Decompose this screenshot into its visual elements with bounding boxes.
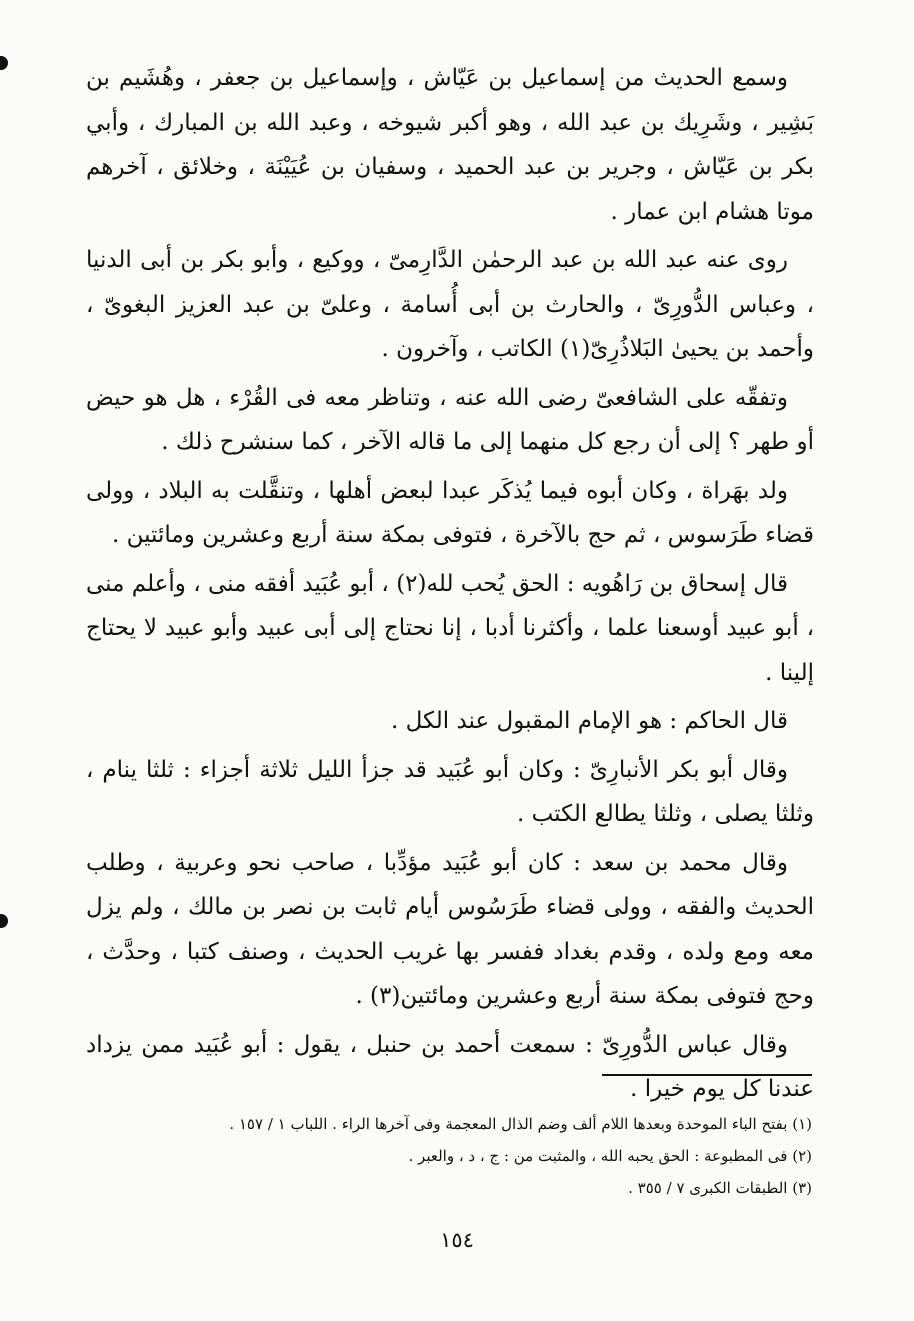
paragraph: وقال عباس الدُّورِىّ : سمعت أحمد بن حنبل ، يقول : أبو عُبَيد ممن يزداد عندنا كل يوم خيرا . — [86, 1031, 814, 1102]
footnote: (٣) الطبقات الكبرى ٧ / ٣٥٥ . — [628, 1179, 812, 1197]
paragraph: قال إسحاق بن رَاهُويه : الحق يُحب لله(٢) ، أبو عُبَيد أفقه منى ، وأعلم منى ، أبو عبيد أوسعنا علما ، وأكثرنا أدبا ، إنا نحتاج إلى أبى عبيد وأبو عبيد لا يحتاج إلينا . — [86, 570, 814, 686]
binding-mark — [0, 56, 8, 70]
footnote: (٢) فى المطبوعة : الحق يحبه الله ، والمثبت من : ج ، د ، والعبر . — [408, 1147, 812, 1165]
paragraph: وسمع الحديث من إسماعيل بن عَيّاش ، وإسماعيل بن جعفر ، وهُشَيم بن بَشِير ، وشَرِيك بن عبد الله ، وهو أكبر شيوخه ، وعبد الله بن المبارك ، وأبي بكر بن عَيّاش ، وجرير بن عبد الحميد ، وسفيان بن عُيَيْنَة ، وخلائق ، آخرهم موتا هشام ابن عمار . — [86, 65, 814, 225]
paragraph: ولد بهَراة ، وكان أبوه فيما يُذكَر عبدا لبعض أهلها ، وتنقَّلت به البلاد ، وولى قضاء طَرَسوس ، ثم حج بالآخرة ، فتوفى بمكة سنة أربع وعشرين ومائتين . — [86, 477, 814, 548]
footnote: (١) بفتح الباء الموحدة وبعدها اللام ألف وضم الذال المعجمة وفى آخرها الراء . اللباب ١ / ١٥٧ . — [229, 1115, 812, 1133]
page-number: ١٥٤ — [440, 1228, 474, 1252]
paragraph: وقال أبو بكر الأنبارِىّ : وكان أبو عُبَيد قد جزأ الليل ثلاثة أجزاء : ثلثا ينام ، وثلثا يصلى ، وثلثا يطالع الكتب . — [86, 756, 814, 827]
footnotes — [90, 1108, 812, 1204]
footnote-divider — [602, 1074, 812, 1076]
paragraph: روى عنه عبد الله بن عبد الرحمٰن الدَّارِمىّ ، ووكيع ، وأبو بكر بن أبى الدنيا ، وعباس الدُّورِىّ ، والحارث بن أبى أُسامة ، وعلىّ بن عبد العزيز البغوىّ ، وأحمد بن يحيىٰ البَلاذُرِىّ(١) الكاتب ، وآخرون . — [86, 247, 814, 362]
paragraph: وقال محمد بن سعد : كان أبو عُبَيد مؤدِّبا ، صاحب نحو وعربية ، وطلب الحديث والفقه ، وولى قضاء طَرَسُوس أيام ثابت بن نصر بن مالك ، ولم يزل معه ومع ولده ، وقدم بغداد ففسر بها غريب الحديث ، وصنف كتبا ، وحدَّث ، وحج فتوفى بمكة سنة أربع وعشرين ومائتين(٣) . — [86, 849, 814, 1009]
binding-mark — [0, 914, 8, 928]
main-text — [86, 56, 814, 1116]
paragraph: قال الحاكم : هو الإمام المقبول عند الكل . — [391, 708, 788, 734]
paragraph: وتفقّه على الشافعىّ رضى الله عنه ، وتناظر معه فى القُرْء ، هل هو حيض أو طهر ؟ إلى أن رجع كل منهما إلى ما قاله الآخر ، كما سنشرح ذلك . — [86, 384, 814, 455]
